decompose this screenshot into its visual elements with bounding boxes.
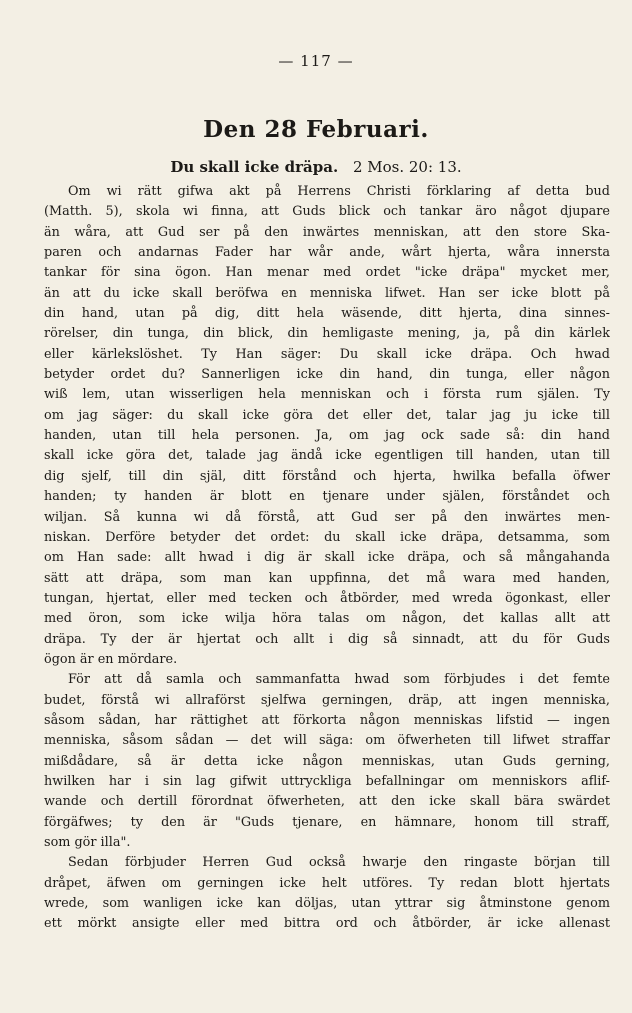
scripture-reference: 2 Mos. 20: 13. (352, 158, 462, 176)
text-line: betyder ordet du? Sannerligen icke din hand, din tunga, eller någon (44, 367, 610, 383)
page-number: — 117 — (278, 52, 354, 70)
text-line: skall icke göra det, talade jag ändå icke egentligen till handen, utan till (44, 448, 610, 464)
text-line: Om wi rätt gifwa akt på Herrens Christi förklaring af detta bud (68, 184, 610, 199)
text-line: rörelser, din tunga, din blick, din hemligaste mening, ja, på din kärlek (44, 326, 610, 342)
text-line: mißdådare, så är detta icke någon menniskas, utan Guds gerning, (44, 753, 610, 769)
scripture-heading (0, 158, 632, 176)
page-title: Den 28 Februari. (203, 116, 429, 143)
text-line: tankar för sina ögon. Han menar med ordet "icke dräpa" mycket mer, (44, 265, 610, 281)
text-line: paren och andarnas Fader har wår ande, wårt hjerta, wåra innersta (44, 245, 610, 261)
text-line: dräpa. Ty der är hjertat och allt i dig så sinnadt, att du för Guds (44, 631, 610, 647)
text-line: förgäfwes; ty den är "Guds tjenare, en hämnare, honom till straff, (44, 814, 610, 830)
text-line: än att du icke skall beröfwa en menniska lifwet. Han ser icke blott på (44, 285, 610, 301)
text-line: eller kärlekslöshet. Ty Han säger: Du skall icke dräpa. Och hwad (44, 346, 610, 362)
text-line: ett mörkt ansigte eller med bittra ord och åtbörder, är icke allenast (44, 916, 610, 932)
text-line: ögon är en mördare. (44, 651, 178, 667)
text-line: som gör illa". (44, 835, 131, 850)
text-line: din hand, utan på dig, ditt hela wäsende, ditt hjerta, dina sinnes- (44, 306, 610, 322)
text-line: sätt att dräpa, som man kan uppfinna, det må wara med handen, (44, 570, 610, 586)
text-line: Sedan förbjuder Herren Gud också hwarje den ringaste början till (68, 855, 610, 871)
commandment-text: Du skall icke dräpa. (170, 158, 339, 176)
text-line: om jag säger: du skall icke göra det eller det, talar jag ju icke till (44, 407, 610, 423)
text-line: wiljan. Så kunna wi då förstå, att Gud ser på den inwärtes men- (44, 509, 610, 525)
body-text (44, 182, 610, 935)
text-line: wiß lem, utan wisserligen hela menniskan och i första rum själen. Ty (44, 387, 610, 403)
text-line: såsom sådan, har rättighet att förkorta någon menniskas lifstid — ingen (44, 712, 610, 728)
text-line: om Han sade: allt hwad i dig är skall icke dräpa, och så mångahanda (44, 550, 610, 566)
text-line: handen; ty handen är blott en tjenare under själen, förståndet och (44, 489, 610, 505)
text-line: dråpet, äfwen om gerningen icke helt utföres. Ty redan blott hjertats (44, 875, 610, 891)
text-line: handen, utan till hela personen. Ja, om jag ock sade så: din hand (44, 428, 610, 444)
text-line: menniska, såsom sådan — det will säga: om öfwerheten till lifwet straffar (44, 733, 610, 749)
text-line: wande och dertill förordnat öfwerheten, att den icke skall bära swärdet (44, 794, 610, 810)
text-line: niskan. Derföre betyder det ordet: du skall icke dräpa, detsamma, som (44, 529, 610, 545)
text-line: hwilken har i sin lag gifwit uttryckliga befallningar om menniskors aflif- (44, 773, 610, 789)
text-line: budet, förstå wi allraförst sjelfwa gerningen, dräp, att ingen menniska, (44, 692, 610, 708)
text-line: (Matth. 5), skola wi finna, att Guds blick och tankar äro något djupare (44, 204, 610, 220)
text-line: För att då samla och sammanfatta hwad som förbjudes i det femte (68, 672, 610, 688)
text-line: wrede, som wanligen icke kan döljas, utan yttrar sig åtminstone genom (44, 896, 610, 912)
text-line: än wåra, att Gud ser på den inwärtes menniskan, att den store Ska- (44, 224, 610, 240)
text-line: med öron, som icke wilja höra talas om någon, det kallas allt att (44, 611, 610, 627)
text-line: tungan, hjertat, eller med tecken och åtbörder, med wreda ögonkast, eller (44, 590, 610, 606)
text-line: dig sjelf, till din själ, ditt förstånd och hjerta, hwilka befalla öfwer (44, 468, 610, 484)
